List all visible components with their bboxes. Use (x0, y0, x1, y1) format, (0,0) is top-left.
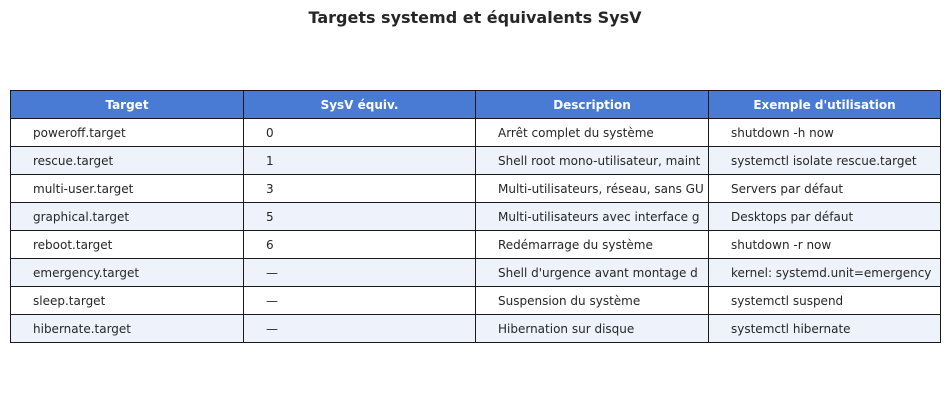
table-cell: graphical.target (11, 203, 244, 231)
table-row (11, 259, 941, 287)
table-cell: systemctl suspend (709, 287, 941, 315)
table-cell: Redémarrage du système (476, 231, 709, 259)
table-cell: multi-user.target (11, 175, 244, 203)
table-cell: poweroff.target (11, 119, 244, 147)
table-row (11, 231, 941, 259)
table-row (11, 203, 941, 231)
table-cell: systemctl hibernate (709, 315, 941, 343)
table-cell: Multi-utilisateurs, réseau, sans GU (476, 175, 709, 203)
table-cell: 5 (244, 203, 476, 231)
table-row (11, 147, 941, 175)
table-row (11, 175, 941, 203)
table-cell: hibernate.target (11, 315, 244, 343)
table-cell: 1 (244, 147, 476, 175)
header-row (11, 91, 941, 119)
table-cell: 6 (244, 231, 476, 259)
table-cell: shutdown -r now (709, 231, 941, 259)
header-cell-sysv: SysV équiv. (244, 91, 476, 119)
table-cell: kernel: systemd.unit=emergency (709, 259, 941, 287)
table-row (11, 287, 941, 315)
table-cell: systemctl isolate rescue.target (709, 147, 941, 175)
chart-title: Targets systemd et équivalents SysV (308, 8, 642, 27)
header-cell-target: Target (11, 91, 244, 119)
header-cell-example: Exemple d'utilisation (709, 91, 941, 119)
table-cell: Desktops par défaut (709, 203, 941, 231)
table-cell: 3 (244, 175, 476, 203)
table-cell: sleep.target (11, 287, 244, 315)
table-row (11, 119, 941, 147)
table-cell: reboot.target (11, 231, 244, 259)
table-cell: emergency.target (11, 259, 244, 287)
table-cell: Suspension du système (476, 287, 709, 315)
table-cell: Hibernation sur disque (476, 315, 709, 343)
table-cell: Shell root mono-utilisateur, maint (476, 147, 709, 175)
table-cell: — (244, 287, 476, 315)
table-cell: Multi-utilisateurs avec interface g (476, 203, 709, 231)
table-cell: Servers par défaut (709, 175, 941, 203)
table-cell: shutdown -h now (709, 119, 941, 147)
header-cell-description: Description (476, 91, 709, 119)
table-cell: — (244, 259, 476, 287)
table-cell: Arrêt complet du système (476, 119, 709, 147)
table-cell: — (244, 315, 476, 343)
targets-table (10, 90, 941, 343)
table-cell: Shell d'urgence avant montage d (476, 259, 709, 287)
table-row (11, 315, 941, 343)
table-cell: 0 (244, 119, 476, 147)
table-cell: rescue.target (11, 147, 244, 175)
